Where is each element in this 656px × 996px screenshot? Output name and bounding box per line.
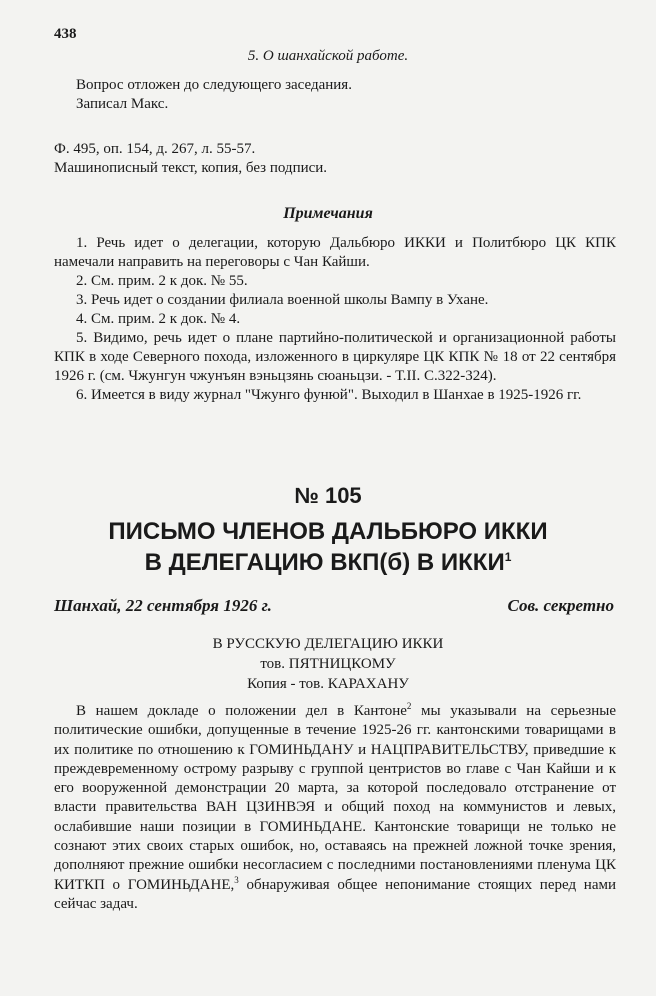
addressee-primary: В РУССКУЮ ДЕЛЕГАЦИЮ ИККИ [212, 636, 444, 652]
note-item: 2. См. прим. 2 к док. № 55. [76, 273, 248, 289]
letter-paragraph [54, 702, 616, 914]
notes-title: Примечания [283, 205, 373, 222]
place-date: Шанхай, 22 сентября 1926 г. [54, 596, 272, 615]
body-text-1: В нашем докладе о положении дел в Кантоне [76, 703, 407, 719]
body-text-3: обнаруживая общее непонимание стоящих перед нами сейчас задач. [54, 876, 617, 912]
note-item: 4. См. прим. 2 к док. № 4. [76, 311, 241, 327]
minutes-block [76, 76, 596, 114]
minutes-line-1: Вопрос отложен до следующего заседания. [76, 77, 352, 93]
document-title-line-1: ПИСЬМО ЧЛЕНОВ ДАЛЬБЮРО ИККИ [108, 518, 548, 545]
archive-line-2: Машинописный текст, копия, без подписи. [54, 160, 328, 176]
footnote-ref-2: 2 [406, 701, 412, 711]
minutes-signature: Записал Макс. [76, 96, 169, 112]
copy-recipient: Копия - тов. КАРАХАНУ [247, 676, 409, 692]
archive-line-1: Ф. 495, оп. 154, д. 267, л. 55-57. [54, 141, 256, 157]
footnote-ref-3: 3 [234, 874, 239, 885]
document-title-line-2 [0, 547, 656, 578]
body-text-2: мы указывали на серьезные политические ошибки, допущенные в течение 1925-26 гг. кантонскими товарищами в их политике по отношению к ГОМИНЬДАНУ и НАЦПРАВИТЕЛЬСТВУ, приведшие к преждевременному острому разрыву с группой центристов во главе с Чан Кайши и к его вооруженной демонстрации 20 марта, за которой последовало отстранение от власти правительства ВАН ЦЗИНВЭЯ и общий поход на коммунистов и левых, ослабившие наши позиции в ГОМИНЬДАНЕ. Кантонские товарищи не только не сознают этих своих старых ошибок, но, оставаясь на прежней ложной точке зрения, дополняют прежние ошибки несогласием с последними постановлениями пленума ЦК КИТКП о ГОМИНЬДАНЕ, [54, 703, 616, 893]
page-number: 438 [54, 26, 77, 42]
archive-reference [54, 140, 614, 178]
document-title-line-2-text: В ДЕЛЕГАЦИЮ ВКП(б) В ИККИ [144, 549, 505, 576]
notes-list [54, 234, 616, 405]
classification-mark: Сов. секретно [507, 596, 614, 615]
note-item: 1. Речь идет о делегации, которую Дальбюро ИККИ и Политбюро ЦК КПК намечали направить на переговоры с Чан Кайши. [54, 235, 616, 270]
letter-body [54, 702, 616, 914]
addressee-person: тов. ПЯТНИЦКОМУ [260, 656, 396, 672]
document-title [0, 516, 656, 578]
note-item: 5. Видимо, речь идет о плане партийно-политической и организационной работы КПК в ходе Северного похода, изложенного в циркуляре ЦК КПК № 18 от 22 сентября 1926 г. (см. Чжунгун чжунъян вэньцзянь сюаньцзи. - Т.II. С.322-324). [54, 330, 616, 384]
note-item: 3. Речь идет о создании филиала военной школы Вампу в Ухане. [76, 292, 489, 308]
running-title: 5. О шанхайской работе. [247, 48, 409, 64]
document-number: № 105 [294, 483, 362, 508]
title-footnote-ref: 1 [504, 550, 512, 564]
note-item: 6. Имеется в виду журнал "Чжунго фунюй". Выходил в Шанхае в 1925-1926 гг. [76, 387, 582, 403]
